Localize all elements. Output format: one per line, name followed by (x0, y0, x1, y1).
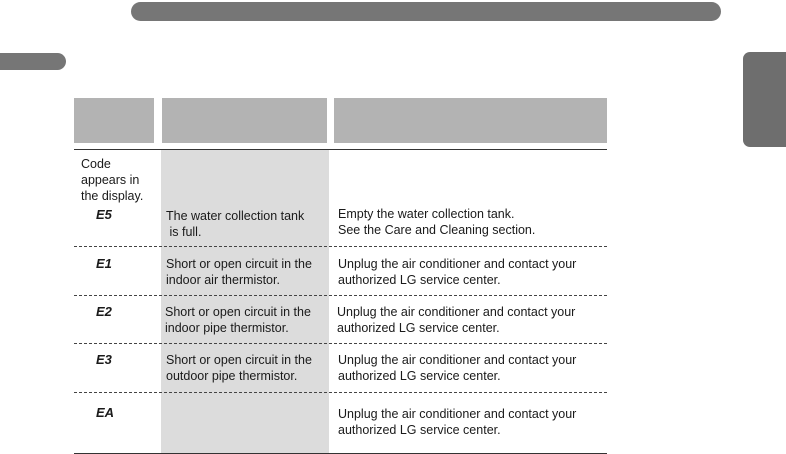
cause-text: Short or open circuit in the (166, 257, 312, 271)
section-tab-pill (0, 53, 66, 70)
error-code: E1 (96, 256, 112, 271)
action-text: Empty the water collection tank. (338, 207, 515, 221)
header-divider (74, 149, 607, 150)
cause-text: Short or open circuit in the (166, 353, 312, 367)
action-text: Unplug the air conditioner and contact your (338, 407, 577, 421)
intro-text-line3: the display. (81, 189, 144, 203)
language-side-tab (743, 52, 786, 147)
action-text: Unplug the air conditioner and contact your (337, 305, 576, 319)
cause-column-shade (161, 150, 329, 454)
cause-text: Short or open circuit in the (165, 305, 311, 319)
row-divider (74, 246, 607, 247)
action-text: authorized LG service center. (338, 369, 501, 383)
cause-text: outdoor pipe thermistor. (166, 369, 298, 383)
error-code: EA (96, 405, 115, 420)
header-cell-code (74, 98, 154, 143)
header-cell-cause (162, 98, 327, 143)
row-divider (74, 295, 607, 296)
intro-text-line2: appears in (81, 173, 140, 187)
intro-text-line1: Code (81, 157, 111, 171)
cause-text: indoor pipe thermistor. (165, 321, 289, 335)
row-divider (74, 343, 607, 344)
action-text: authorized LG service center. (338, 423, 501, 437)
action-text: authorized LG service center. (337, 321, 500, 335)
header-bar (131, 2, 721, 21)
action-text: Unplug the air conditioner and contact your (338, 257, 577, 271)
cause-text: The water collection tank (166, 209, 305, 223)
cause-text: indoor air thermistor. (166, 273, 280, 287)
header-cell-action (334, 98, 607, 143)
error-code: E2 (96, 304, 112, 319)
action-text: See the Care and Cleaning section. (338, 223, 536, 237)
row-divider (74, 392, 607, 393)
cause-text: is full. (166, 225, 202, 239)
action-text: Unplug the air conditioner and contact your (338, 353, 577, 367)
action-text: authorized LG service center. (338, 273, 501, 287)
error-code: E5 (96, 207, 112, 222)
error-code: E3 (96, 352, 112, 367)
